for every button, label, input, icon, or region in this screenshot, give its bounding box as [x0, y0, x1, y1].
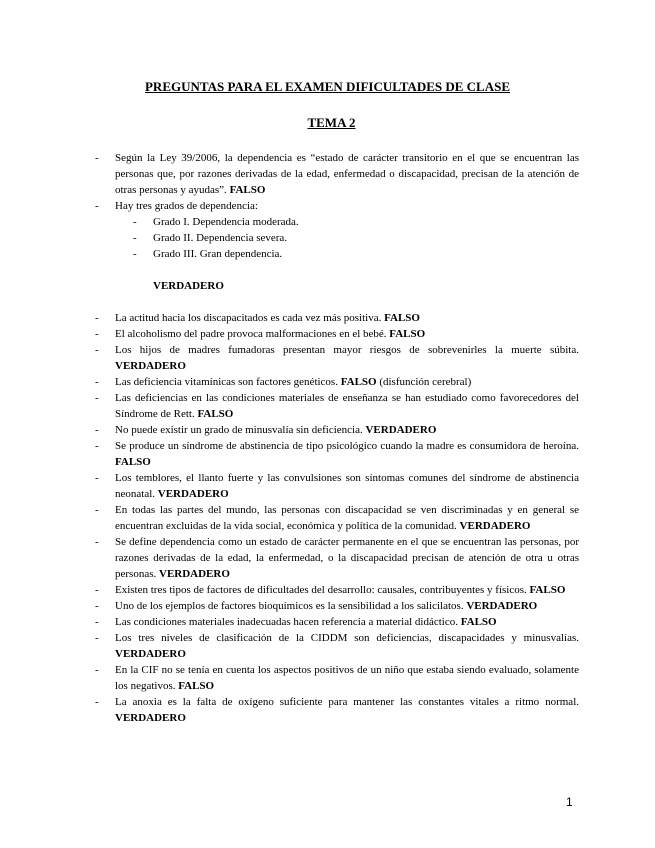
answer-label: VERDADERO	[459, 520, 531, 532]
bullet-dash: -	[95, 376, 99, 388]
question-text: Las deficiencias en las condiciones materiales de enseñanza se han estudiado como favorecedores del Síndrome de Rett.	[115, 392, 579, 420]
answer-label: FALSO	[384, 312, 420, 324]
question-text: En la CIF no se tenía en cuenta los aspectos positivos de un niño que estaba siendo evaluado, solamente los negativos.	[115, 664, 579, 692]
question-text: Las deficiencia vitamínicas son factores genéticos.	[115, 376, 341, 388]
bullet-dash: -	[95, 392, 99, 404]
bullet-dash: -	[133, 232, 137, 244]
list-item	[95, 438, 579, 470]
bullet-dash: -	[95, 328, 99, 340]
list-item	[95, 198, 579, 214]
list-item	[95, 342, 579, 374]
list-item	[95, 630, 579, 662]
bullet-dash: -	[95, 152, 99, 164]
question-text: Se define dependencia como un estado de carácter permanente en el que se encuentran las personas, por razones derivadas de la edad, la enfermedad, o la discapacidad precisan de atención de otra u otras personas.	[115, 536, 579, 580]
answer-label: FALSO	[115, 456, 151, 468]
bullet-dash: -	[95, 200, 99, 212]
question-text: Las condiciones materiales inadecuadas hacen referencia a material didáctico.	[115, 616, 461, 628]
page-title: PREGUNTAS PARA EL EXAMEN DIFICULTADES DE CLASE	[144, 79, 511, 94]
answer-label: VERDADERO	[159, 568, 230, 580]
answer-label: VERDADERO	[466, 600, 538, 612]
answer-label: FALSO	[460, 616, 497, 628]
list-item	[95, 694, 579, 726]
answer-label: FALSO	[229, 184, 266, 196]
list-item	[95, 534, 579, 582]
bullet-dash: -	[95, 616, 99, 628]
question-text: Los tres niveles de clasificación de la CIDDM son deficiencias, discapacidades y minusvalías.	[115, 632, 579, 644]
grado-text: Grado III. Gran dependencia.	[153, 248, 283, 260]
bullet-dash: -	[95, 312, 99, 324]
bullet-dash: -	[133, 216, 137, 228]
question-text: El alcoholismo del padre provoca malformaciones en el bebé.	[115, 328, 390, 340]
question-text: Según la Ley 39/2006, la dependencia es “estado de carácter transitorio en el que se encuentran las personas que, por razones derivadas de la edad, enfermedad o discapacidad, precisan de la atención de otras personas y ayudas”.	[115, 152, 579, 196]
bullet-dash: -	[95, 504, 99, 516]
question-text: Hay tres grados de dependencia:	[115, 200, 258, 212]
sub-list-item	[95, 246, 579, 262]
list-item	[95, 422, 579, 438]
list-item	[95, 614, 579, 630]
answer-label: VERDADERO	[115, 360, 186, 372]
answer-note: (disfunción cerebral)	[376, 376, 472, 388]
list-item	[95, 470, 579, 502]
bullet-dash: -	[95, 536, 99, 548]
list-item	[95, 582, 579, 598]
answer-label: FALSO	[389, 328, 426, 340]
bullet-dash: -	[95, 344, 99, 356]
list-item	[95, 662, 579, 694]
answer-label: FALSO	[178, 680, 215, 692]
page-subtitle: TEMA 2	[307, 115, 356, 130]
list-item	[95, 390, 579, 422]
question-text: Uno de los ejemplos de factores bioquímicos es la sensibilidad a los salicilatos.	[115, 600, 467, 612]
question-text: Los temblores, el llanto fuerte y las convulsiones son síntomas comunes del síndrome de abstinencia neonatal.	[115, 472, 579, 500]
list-item	[95, 374, 579, 390]
question-text: La actitud hacia los discapacitados es cada vez más positiva.	[115, 312, 385, 324]
bullet-dash: -	[95, 584, 99, 596]
bullet-dash: -	[95, 632, 99, 644]
sub-list-item	[95, 230, 579, 246]
list-item	[95, 326, 579, 342]
bullet-dash: -	[95, 424, 99, 436]
grado-text: Grado II. Dependencia severa.	[153, 232, 288, 244]
answer-label: FALSO	[340, 376, 377, 388]
question-text: Los hijos de madres fumadoras presentan mayor riesgos de sobrevenirles la muerte súbita.	[115, 344, 579, 356]
answer-label: VERDADERO	[115, 648, 186, 660]
bullet-dash: -	[95, 472, 99, 484]
bullet-dash: -	[95, 440, 99, 452]
list-item	[95, 150, 579, 198]
question-list	[95, 150, 579, 726]
bullet-dash: -	[95, 664, 99, 676]
grado-text: Grado I. Dependencia moderada.	[153, 216, 299, 228]
question-text: No puede existir un grado de minusvalía sin deficiencia.	[115, 424, 366, 436]
page-number: 1	[566, 795, 573, 809]
question-text: Existen tres tipos de factores de dificultades del desarrollo: causales, contribuyentes y físicos.	[115, 584, 530, 596]
answer-label: FALSO	[529, 584, 566, 596]
sub-list-item	[95, 214, 579, 230]
grados-answer: VERDADERO	[153, 280, 224, 292]
bullet-dash: -	[95, 600, 99, 612]
bullet-dash: -	[133, 248, 137, 260]
list-item	[95, 310, 579, 326]
answer-label: VERDADERO	[365, 424, 437, 436]
question-text: La anoxia es la falta de oxígeno suficiente para mantener las constantes vitales a ritmo normal.	[115, 696, 579, 708]
answer-label: VERDADERO	[157, 488, 229, 500]
list-item	[95, 502, 579, 534]
question-text: Se produce un síndrome de abstinencia de tipo psicológico cuando la madre es consumidora de heroína.	[115, 440, 579, 452]
answer-label: FALSO	[197, 408, 234, 420]
list-item	[95, 598, 579, 614]
bullet-dash: -	[95, 696, 99, 708]
answer-label: VERDADERO	[115, 712, 186, 724]
question-text: En todas las partes del mundo, las personas con discapacidad se ven discriminadas y en general se encuentran excluidas de la vida social, económica y política de la comunidad.	[115, 504, 579, 532]
